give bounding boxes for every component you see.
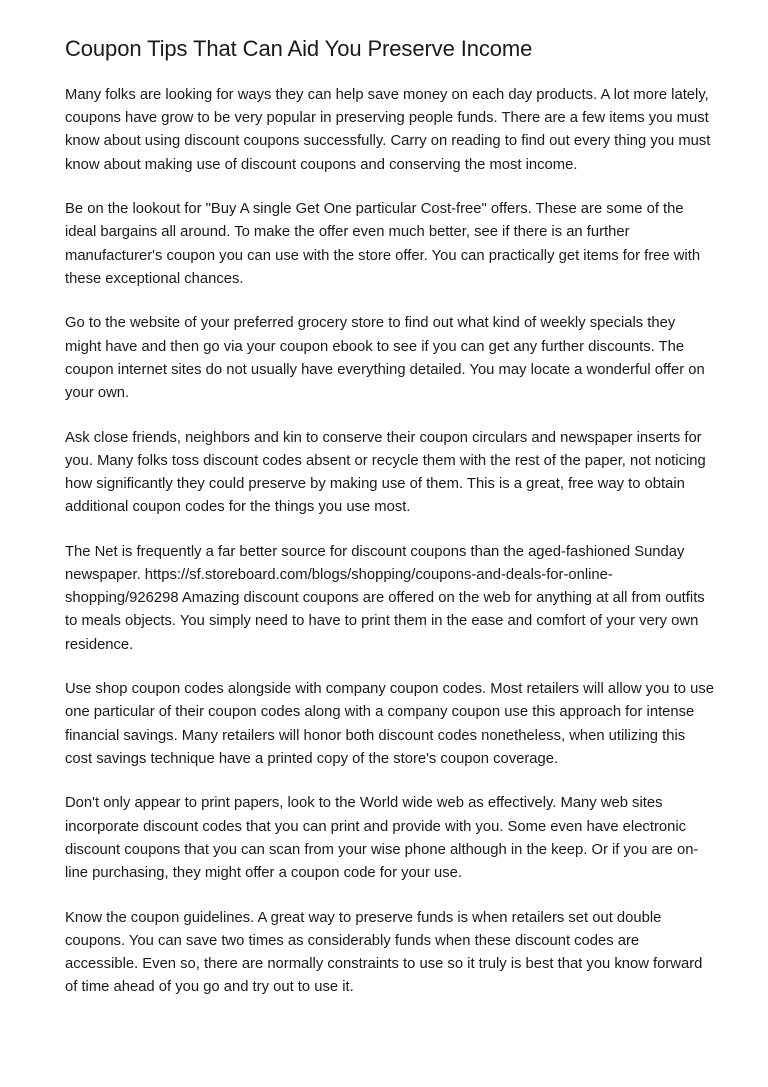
paragraph-5: The Net is frequently a far better source for discount coupons than the aged-fashioned Sunday newspaper. https://sf.storeboard.com/blogs/shopping/coupons-and-deals-for-online-shopping/926298 Amazing discount coupons are offered on the web for anything at all from outfits to meals objects. You simply need to have to print them in the ease and comfort of your very own residence. bbox=[65, 543, 705, 653]
paragraph-4: Ask close friends, neighbors and kin to conserve their coupon circulars and newspaper inserts for you. Many folks toss discount codes absent or recycle them with the rest of the paper, not noticing how significantly they could preserve by making use of them. This is a great, free way to obtain additional coupon codes for the things you use most. bbox=[65, 429, 706, 516]
paragraph-3: Go to the website of your preferred grocery store to find out what kind of weekly specials they might have and then go via your coupon ebook to see if you can get any further discounts. The coupon internet sites do not usually have everything detailed. You may locate a wonderful offer on your own. bbox=[65, 315, 705, 402]
document-page bbox=[65, 34, 715, 1021]
paragraph-8: Know the coupon guidelines. A great way to preserve funds is when retailers set out double coupons. You can save two times as considerably funds when these discount codes are accessible. Even so, there are normally constraints to use so it truly is best that you know forward of time ahead of you go and try out to use it. bbox=[65, 909, 703, 996]
paragraph-2: Be on the lookout for "Buy A single Get One particular Cost-free" offers. These are some of the ideal bargains all around. To make the offer even much better, see if there is an further manufacturer's coupon you can use with the store offer. You can practically get items for free with these exceptional chances. bbox=[65, 201, 701, 287]
paragraph-7: Don't only appear to print papers, look to the World wide web as effectively. Many web sites incorporate discount codes that you can print and provide with you. Some even have electronic discount coupons that you can scan from your wise phone although in the keep. Or if you are on-line purchasing, they might offer a coupon code for your use. bbox=[65, 795, 699, 882]
page-title: Coupon Tips That Can Aid You Preserve Income bbox=[65, 36, 533, 61]
paragraph-6: Use shop coupon codes alongside with company coupon codes. Most retailers will allow you to use one particular of their coupon codes along with a company coupon use this approach for intense financial savings. Many retailers will honor both discount codes nonetheless, when utilizing this cost savings technique have a printed copy of the store's coupon coverage. bbox=[65, 681, 714, 767]
paragraph-1: Many folks are looking for ways they can help save money on each day products. A lot more lately, coupons have grow to be very popular in preserving people funds. There are a few items you must know about using discount coupons successfully. Carry on reading to find out every thing you must know about making use of discount coupons and conserving the most income. bbox=[65, 87, 711, 173]
